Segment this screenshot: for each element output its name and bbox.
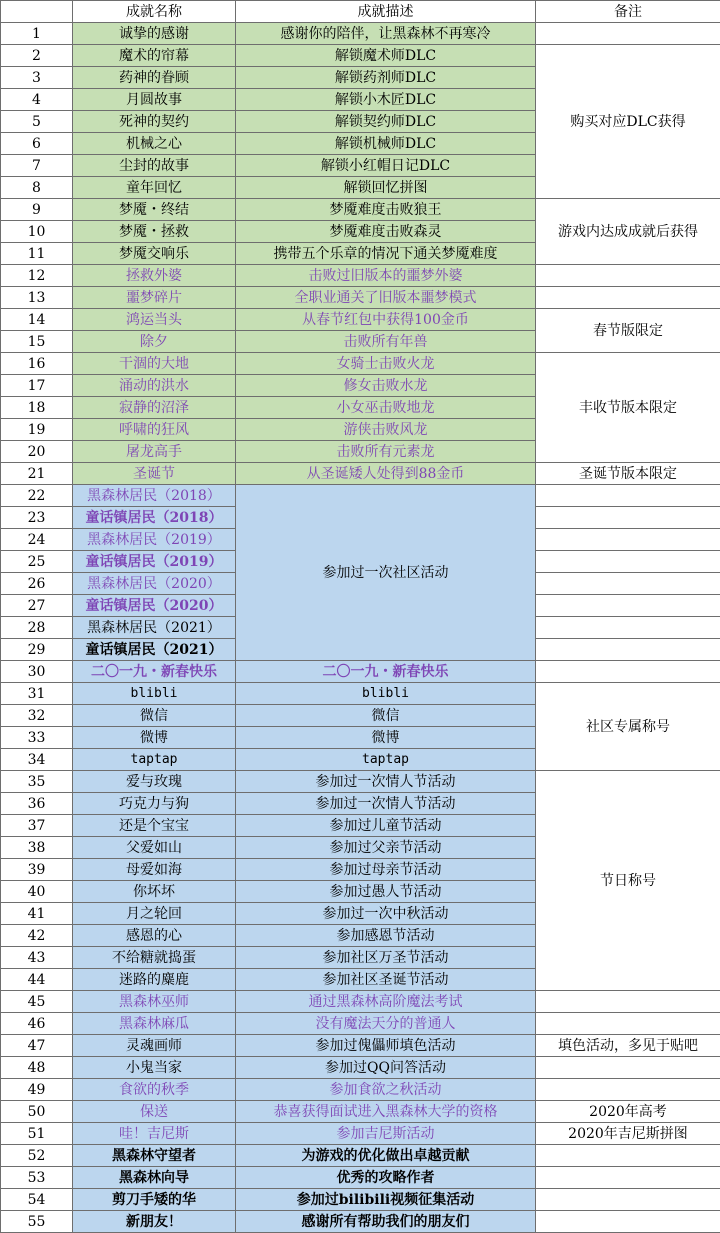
row-id: 44 (1, 969, 73, 991)
header-desc: 成就描述 (236, 1, 536, 23)
table-row (1, 1189, 720, 1211)
table-row (1, 287, 720, 309)
row-id: 39 (1, 859, 73, 881)
row-id: 45 (1, 991, 73, 1013)
row-id: 47 (1, 1035, 73, 1057)
achievement-desc: 参加过母亲节活动 (236, 859, 536, 881)
achievement-desc: 参加过QQ问答活动 (236, 1057, 536, 1079)
note-cell (536, 529, 720, 551)
achievement-name: 尘封的故事 (73, 155, 236, 177)
row-id: 32 (1, 705, 73, 727)
header-row (1, 1, 720, 23)
table-row (1, 23, 720, 45)
note-cell (536, 639, 720, 661)
achievement-name: 还是个宝宝 (73, 815, 236, 837)
achievement-desc: 优秀的攻略作者 (236, 1167, 536, 1189)
row-id: 28 (1, 617, 73, 639)
table-row (1, 1211, 720, 1233)
achievement-desc: 从春节红包中获得100金币 (236, 309, 536, 331)
achievement-desc: 解锁小红帽日记DLC (236, 155, 536, 177)
achievement-desc: 微信 (236, 705, 536, 727)
achievement-name: 微博 (73, 727, 236, 749)
row-id: 16 (1, 353, 73, 375)
table-row (1, 265, 720, 287)
note-cell: 游戏内达成成就后获得 (536, 199, 720, 265)
row-id: 21 (1, 463, 73, 485)
row-id: 14 (1, 309, 73, 331)
row-id: 51 (1, 1123, 73, 1145)
row-id: 30 (1, 661, 73, 683)
note-cell (536, 287, 720, 309)
achievement-name: 涌动的洪水 (73, 375, 236, 397)
row-id: 23 (1, 507, 73, 529)
row-id: 20 (1, 441, 73, 463)
achievement-name: 拯救外婆 (73, 265, 236, 287)
note-cell (536, 265, 720, 287)
header-id (1, 1, 73, 23)
row-id: 42 (1, 925, 73, 947)
row-id: 52 (1, 1145, 73, 1167)
achievement-desc: 参加社区万圣节活动 (236, 947, 536, 969)
achievement-desc: 解锁机械师DLC (236, 133, 536, 155)
row-id: 54 (1, 1189, 73, 1211)
row-id: 15 (1, 331, 73, 353)
header-name: 成就名称 (73, 1, 236, 23)
row-id: 8 (1, 177, 73, 199)
achievement-name: 魔术的帘幕 (73, 45, 236, 67)
note-cell: 2020年高考 (536, 1101, 720, 1123)
note-cell (536, 573, 720, 595)
row-id: 24 (1, 529, 73, 551)
achievement-name: 巧克力与狗 (73, 793, 236, 815)
achievement-name: 父爱如山 (73, 837, 236, 859)
achievement-desc: 女骑士击败火龙 (236, 353, 536, 375)
row-id: 18 (1, 397, 73, 419)
achievement-desc: 梦魇难度击败森灵 (236, 221, 536, 243)
table-row (1, 1013, 720, 1035)
achievement-desc: 参加过一次情人节活动 (236, 793, 536, 815)
row-id: 36 (1, 793, 73, 815)
row-id: 10 (1, 221, 73, 243)
achievement-desc: 没有魔法天分的普通人 (236, 1013, 536, 1035)
note-cell (536, 1189, 720, 1211)
note-cell (536, 661, 720, 683)
table-row (1, 1167, 720, 1189)
row-id: 41 (1, 903, 73, 925)
achievement-desc: 参加过父亲节活动 (236, 837, 536, 859)
note-cell (536, 991, 720, 1013)
achievement-name: 黑森林居民（2019） (73, 529, 236, 551)
table-row (1, 771, 720, 793)
achievement-desc: 恭喜获得面试进入黑森林大学的资格 (236, 1101, 536, 1123)
achievement-desc: 解锁药剂师DLC (236, 67, 536, 89)
note-cell: 社区专属称号 (536, 683, 720, 771)
table-row (1, 991, 720, 1013)
table-row (1, 199, 720, 221)
achievement-desc: 全职业通关了旧版本噩梦模式 (236, 287, 536, 309)
note-cell (536, 507, 720, 529)
note-cell (536, 1079, 720, 1101)
table-row (1, 1035, 720, 1057)
row-id: 49 (1, 1079, 73, 1101)
achievement-name: 你坏坏 (73, 881, 236, 903)
achievement-name: 童话镇居民（2020） (73, 595, 236, 617)
achievement-name: 鸿运当头 (73, 309, 236, 331)
achievement-name: 不给糖就捣蛋 (73, 947, 236, 969)
note-cell (536, 23, 720, 45)
note-cell: 丰收节版本限定 (536, 353, 720, 463)
note-cell (536, 1211, 720, 1233)
achievement-name: 梦魇・终结 (73, 199, 236, 221)
row-id: 5 (1, 111, 73, 133)
table-row (1, 353, 720, 375)
row-id: 22 (1, 485, 73, 507)
achievement-desc: blibli (236, 683, 536, 705)
achievement-desc: 解锁契约师DLC (236, 111, 536, 133)
row-id: 53 (1, 1167, 73, 1189)
row-id: 25 (1, 551, 73, 573)
achievement-desc: 感谢你的陪伴，让黑森林不再寒冷 (236, 23, 536, 45)
achievement-desc: 参加感恩节活动 (236, 925, 536, 947)
row-id: 6 (1, 133, 73, 155)
note-cell: 购买对应DLC获得 (536, 45, 720, 199)
achievement-desc: 参加过bilibili视频征集活动 (236, 1189, 536, 1211)
achievement-name: 黑森林居民（2018） (73, 485, 236, 507)
table-row (1, 485, 720, 507)
achievement-name: 黑森林居民（2020） (73, 573, 236, 595)
achievement-desc: 参加过儿童节活动 (236, 815, 536, 837)
note-cell (536, 1057, 720, 1079)
achievement-name: 二〇一九・新春快乐 (73, 661, 236, 683)
achievement-name: 童年回忆 (73, 177, 236, 199)
achievement-name: 噩梦碎片 (73, 287, 236, 309)
table-row (1, 45, 720, 67)
achievement-desc: 从圣诞矮人处得到88金币 (236, 463, 536, 485)
table-row (1, 683, 720, 705)
achievement-name: blibli (73, 683, 236, 705)
achievement-desc: 通过黑森林高阶魔法考试 (236, 991, 536, 1013)
achievement-name: 感恩的心 (73, 925, 236, 947)
note-cell (536, 617, 720, 639)
header-note: 备注 (536, 1, 720, 23)
note-cell: 2020年吉尼斯拼图 (536, 1123, 720, 1145)
row-id: 33 (1, 727, 73, 749)
achievement-name: 诚挚的感谢 (73, 23, 236, 45)
row-id: 43 (1, 947, 73, 969)
row-id: 46 (1, 1013, 73, 1035)
achievement-desc: 击败所有元素龙 (236, 441, 536, 463)
achievement-name: 母爱如海 (73, 859, 236, 881)
achievement-name: 寂静的沼泽 (73, 397, 236, 419)
achievement-name: 梦魇交响乐 (73, 243, 236, 265)
achievement-desc: 二〇一九・新春快乐 (236, 661, 536, 683)
achievement-desc: 参加吉尼斯活动 (236, 1123, 536, 1145)
row-id: 3 (1, 67, 73, 89)
achievement-desc: 参加食欲之秋活动 (236, 1079, 536, 1101)
achievement-desc: 参加过一次中秋活动 (236, 903, 536, 925)
row-id: 2 (1, 45, 73, 67)
achievement-desc: 参加过愚人节活动 (236, 881, 536, 903)
row-id: 40 (1, 881, 73, 903)
row-id: 12 (1, 265, 73, 287)
achievement-name: 黑森林向导 (73, 1167, 236, 1189)
row-id: 7 (1, 155, 73, 177)
row-id: 19 (1, 419, 73, 441)
row-id: 13 (1, 287, 73, 309)
table-row (1, 661, 720, 683)
achievement-name: 食欲的秋季 (73, 1079, 236, 1101)
achievement-name: 保送 (73, 1101, 236, 1123)
achievement-desc: 感谢所有帮助我们的朋友们 (236, 1211, 536, 1233)
achievement-desc: 修女击败水龙 (236, 375, 536, 397)
row-id: 31 (1, 683, 73, 705)
achievement-name: 药神的眷顾 (73, 67, 236, 89)
note-cell (536, 551, 720, 573)
row-id: 1 (1, 23, 73, 45)
achievement-name: 灵魂画师 (73, 1035, 236, 1057)
achievement-desc: 参加过一次情人节活动 (236, 771, 536, 793)
achievement-desc: 参加社区圣诞节活动 (236, 969, 536, 991)
achievement-desc: 解锁魔术师DLC (236, 45, 536, 67)
achievement-name: 小鬼当家 (73, 1057, 236, 1079)
achievement-name: 圣诞节 (73, 463, 236, 485)
table-row (1, 1145, 720, 1167)
note-cell (536, 1145, 720, 1167)
achievement-name: 剪刀手矮的华 (73, 1189, 236, 1211)
row-id: 9 (1, 199, 73, 221)
achievement-desc: 击败过旧版本的噩梦外婆 (236, 265, 536, 287)
row-id: 29 (1, 639, 73, 661)
achievement-name: 黑森林守望者 (73, 1145, 236, 1167)
achievement-name: 月之轮回 (73, 903, 236, 925)
table-row (1, 1079, 720, 1101)
note-cell (536, 485, 720, 507)
achievement-name: taptap (73, 749, 236, 771)
achievement-desc: 小女巫击败地龙 (236, 397, 536, 419)
achievement-name: 微信 (73, 705, 236, 727)
row-id: 11 (1, 243, 73, 265)
achievement-name: 新朋友！ (73, 1211, 236, 1233)
note-cell (536, 1013, 720, 1035)
table-row (1, 1123, 720, 1145)
achievement-desc: 为游戏的优化做出卓越贡献 (236, 1145, 536, 1167)
table-row (1, 309, 720, 331)
table-row (1, 1101, 720, 1123)
achievement-desc: 解锁回忆拼图 (236, 177, 536, 199)
note-cell (536, 595, 720, 617)
achievement-name: 屠龙高手 (73, 441, 236, 463)
achievement-name: 黑森林巫师 (73, 991, 236, 1013)
row-id: 48 (1, 1057, 73, 1079)
row-id: 17 (1, 375, 73, 397)
note-cell (536, 1167, 720, 1189)
achievement-name: 除夕 (73, 331, 236, 353)
table-row (1, 1057, 720, 1079)
achievement-desc: 微博 (236, 727, 536, 749)
note-cell: 圣诞节版本限定 (536, 463, 720, 485)
row-id: 34 (1, 749, 73, 771)
achievement-name: 童话镇居民（2018） (73, 507, 236, 529)
row-id: 50 (1, 1101, 73, 1123)
achievement-desc: 梦魇难度击败狼王 (236, 199, 536, 221)
achievement-name: 月圆故事 (73, 89, 236, 111)
row-id: 38 (1, 837, 73, 859)
achievement-desc: 游侠击败风龙 (236, 419, 536, 441)
achievement-desc: 解锁小木匠DLC (236, 89, 536, 111)
achievement-name: 死神的契约 (73, 111, 236, 133)
achievement-name: 梦魇・拯救 (73, 221, 236, 243)
achievement-desc: 击败所有年兽 (236, 331, 536, 353)
achievement-name: 呼啸的狂风 (73, 419, 236, 441)
achievement-name: 哇！吉尼斯 (73, 1123, 236, 1145)
achievement-name: 童话镇居民（2019） (73, 551, 236, 573)
note-cell: 春节版限定 (536, 309, 720, 353)
achievement-name: 干涸的大地 (73, 353, 236, 375)
achievement-desc: taptap (236, 749, 536, 771)
row-id: 35 (1, 771, 73, 793)
row-id: 26 (1, 573, 73, 595)
achievement-name: 黑森林居民（2021） (73, 617, 236, 639)
table-row (1, 463, 720, 485)
achievement-name: 迷路的麋鹿 (73, 969, 236, 991)
achievement-name: 机械之心 (73, 133, 236, 155)
row-id: 37 (1, 815, 73, 837)
achievement-name: 童话镇居民（2021） (73, 639, 236, 661)
note-cell: 填色活动，多见于贴吧 (536, 1035, 720, 1057)
row-id: 55 (1, 1211, 73, 1233)
achievement-name: 爱与玫瑰 (73, 771, 236, 793)
row-id: 27 (1, 595, 73, 617)
note-cell: 节日称号 (536, 771, 720, 991)
achievement-desc: 参加过傀儡师填色活动 (236, 1035, 536, 1057)
row-id: 4 (1, 89, 73, 111)
achievement-desc: 携带五个乐章的情况下通关梦魇难度 (236, 243, 536, 265)
achievement-name: 黑森林麻瓜 (73, 1013, 236, 1035)
achievement-desc: 参加过一次社区活动 (236, 485, 536, 661)
